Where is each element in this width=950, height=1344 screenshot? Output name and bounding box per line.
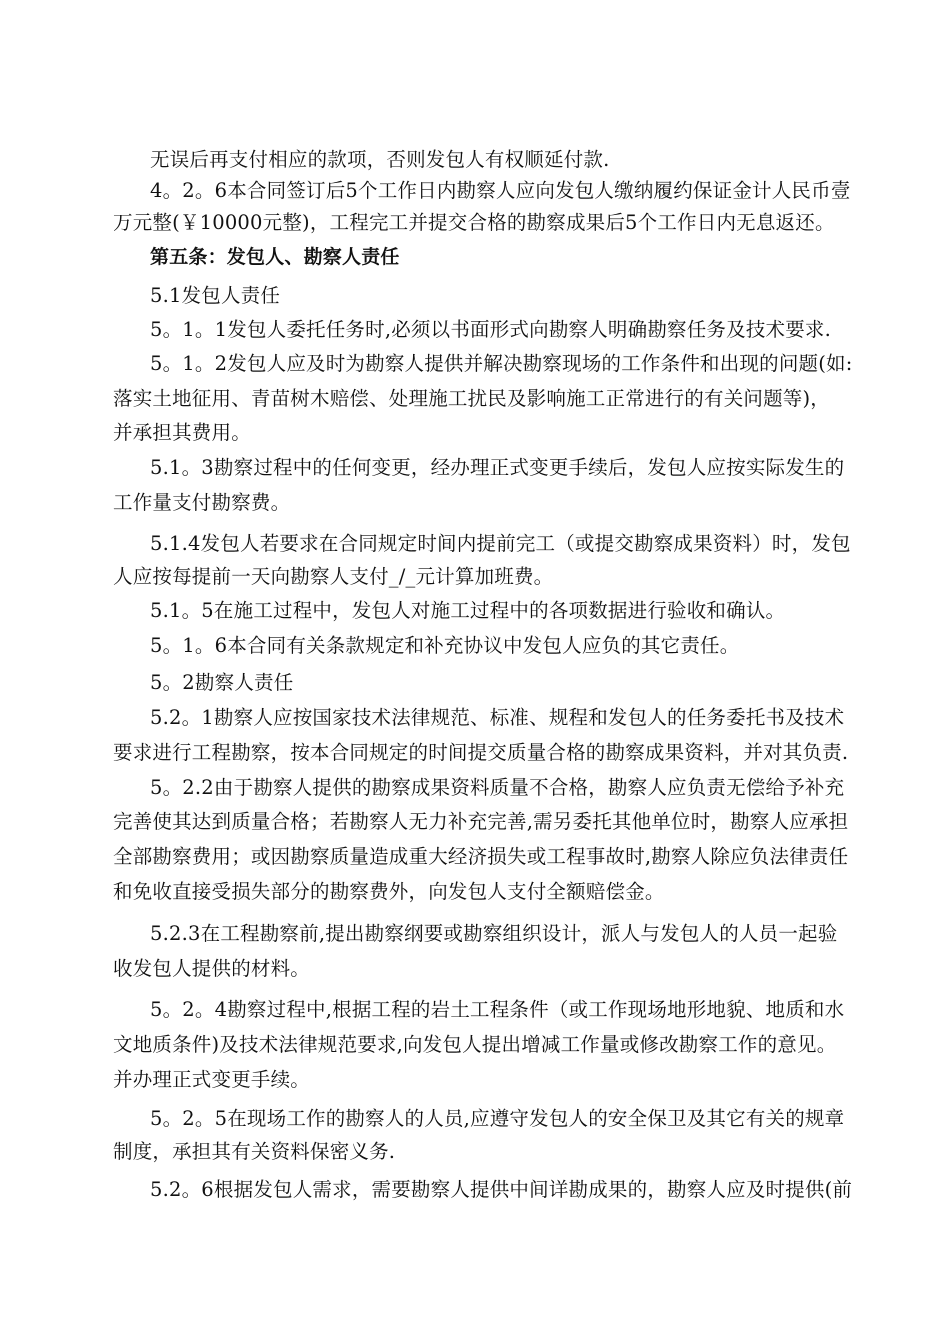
text-line: 5。2。4勘察过程中,根据工程的岩土工程条件（或工作现场地形地貌、地质和水 bbox=[150, 998, 845, 1021]
text-line: 万元整(￥10000元整)，工程完工并提交合格的勘察成果后5个工作日内无息返还。 bbox=[113, 211, 835, 234]
subsection-heading: 5。2勘察人责任 bbox=[150, 671, 294, 694]
text-line: 文地质条件)及技术法律规范要求,向发包人提出增减工作量或修改勘察工作的意见。 bbox=[113, 1033, 837, 1056]
text-line: 5。1。1发包人委托任务时,必须以书面形式向勘察人明确勘察任务及技术要求. bbox=[150, 318, 832, 341]
text-line: 5。2。5在现场工作的勘察人的人员,应遵守发包人的安全保卫及其它有关的规章 bbox=[150, 1107, 845, 1130]
text-line: 和免收直接受损失部分的勘察费外，向发包人支付全额赔偿金。 bbox=[113, 880, 665, 903]
text-line: 人应按每提前一天向勘察人支付_/_元计算加班费。 bbox=[113, 565, 554, 588]
section-heading: 第五条：发包人、勘察人责任 bbox=[150, 246, 400, 268]
text-line: 落实土地征用、青苗树木赔偿、处理施工扰民及影响施工正常进行的有关问题等)， bbox=[113, 387, 831, 410]
text-line: 要求进行工程勘察，按本合同规定的时间提交质量合格的勘察成果资料，并对其负责. bbox=[113, 741, 849, 764]
text-line: 5.1.4发包人若要求在合同规定时间内提前完工（或提交勘察成果资料）时，发包 bbox=[150, 532, 851, 555]
text-line: 5。1。2发包人应及时为勘察人提供并解决勘察现场的工作条件和出现的问题(如: bbox=[150, 352, 853, 375]
text-line: 无误后再支付相应的款项，否则发包人有权顺延付款. bbox=[150, 148, 610, 171]
text-line: 制度，承担其有关资料保密义务. bbox=[113, 1140, 396, 1163]
text-line: 5.2.3在工程勘察前,提出勘察纲要或勘察组织设计，派人与发包人的人员一起验 bbox=[150, 922, 838, 945]
text-line: 并承担其费用。 bbox=[113, 421, 251, 444]
text-line: 5.1。5在施工过程中，发包人对施工过程中的各项数据进行验收和确认。 bbox=[150, 599, 786, 622]
text-line: 4。2。6本合同签订后5个工作日内勘察人应向发包人缴纳履约保证金计人民币壹 bbox=[150, 179, 851, 202]
subsection-heading: 5.1发包人责任 bbox=[150, 284, 281, 307]
text-line: 5.1。3勘察过程中的任何变更，经办理正式变更手续后，发包人应按实际发生的 bbox=[150, 456, 845, 479]
text-line: 工作量支付勘察费。 bbox=[113, 491, 291, 514]
text-line: 收发包人提供的材料。 bbox=[113, 957, 311, 980]
text-line: 5。2.2由于勘察人提供的勘察成果资料质量不合格，勘察人应负责无偿给予补充 bbox=[150, 776, 845, 799]
text-line: 5.2。6根据发包人需求，需要勘察人提供中间详勘成果的，勘察人应及时提供(前 bbox=[150, 1178, 853, 1201]
text-line: 完善使其达到质量合格；若勘察人无力补充完善,需另委托其他单位时，勘察人应承担 bbox=[113, 810, 849, 833]
text-line: 5。1。6本合同有关条款规定和补充协议中发包人应负的其它责任。 bbox=[150, 634, 740, 657]
text-line: 5.2。1勘察人应按国家技术法律规范、标准、规程和发包人的任务委托书及技术 bbox=[150, 706, 845, 729]
text-line: 全部勘察费用；或因勘察质量造成重大经济损失或工程事故时,勘察人除应负法律责任 bbox=[113, 845, 849, 868]
text-line: 并办理正式变更手续。 bbox=[113, 1068, 311, 1091]
